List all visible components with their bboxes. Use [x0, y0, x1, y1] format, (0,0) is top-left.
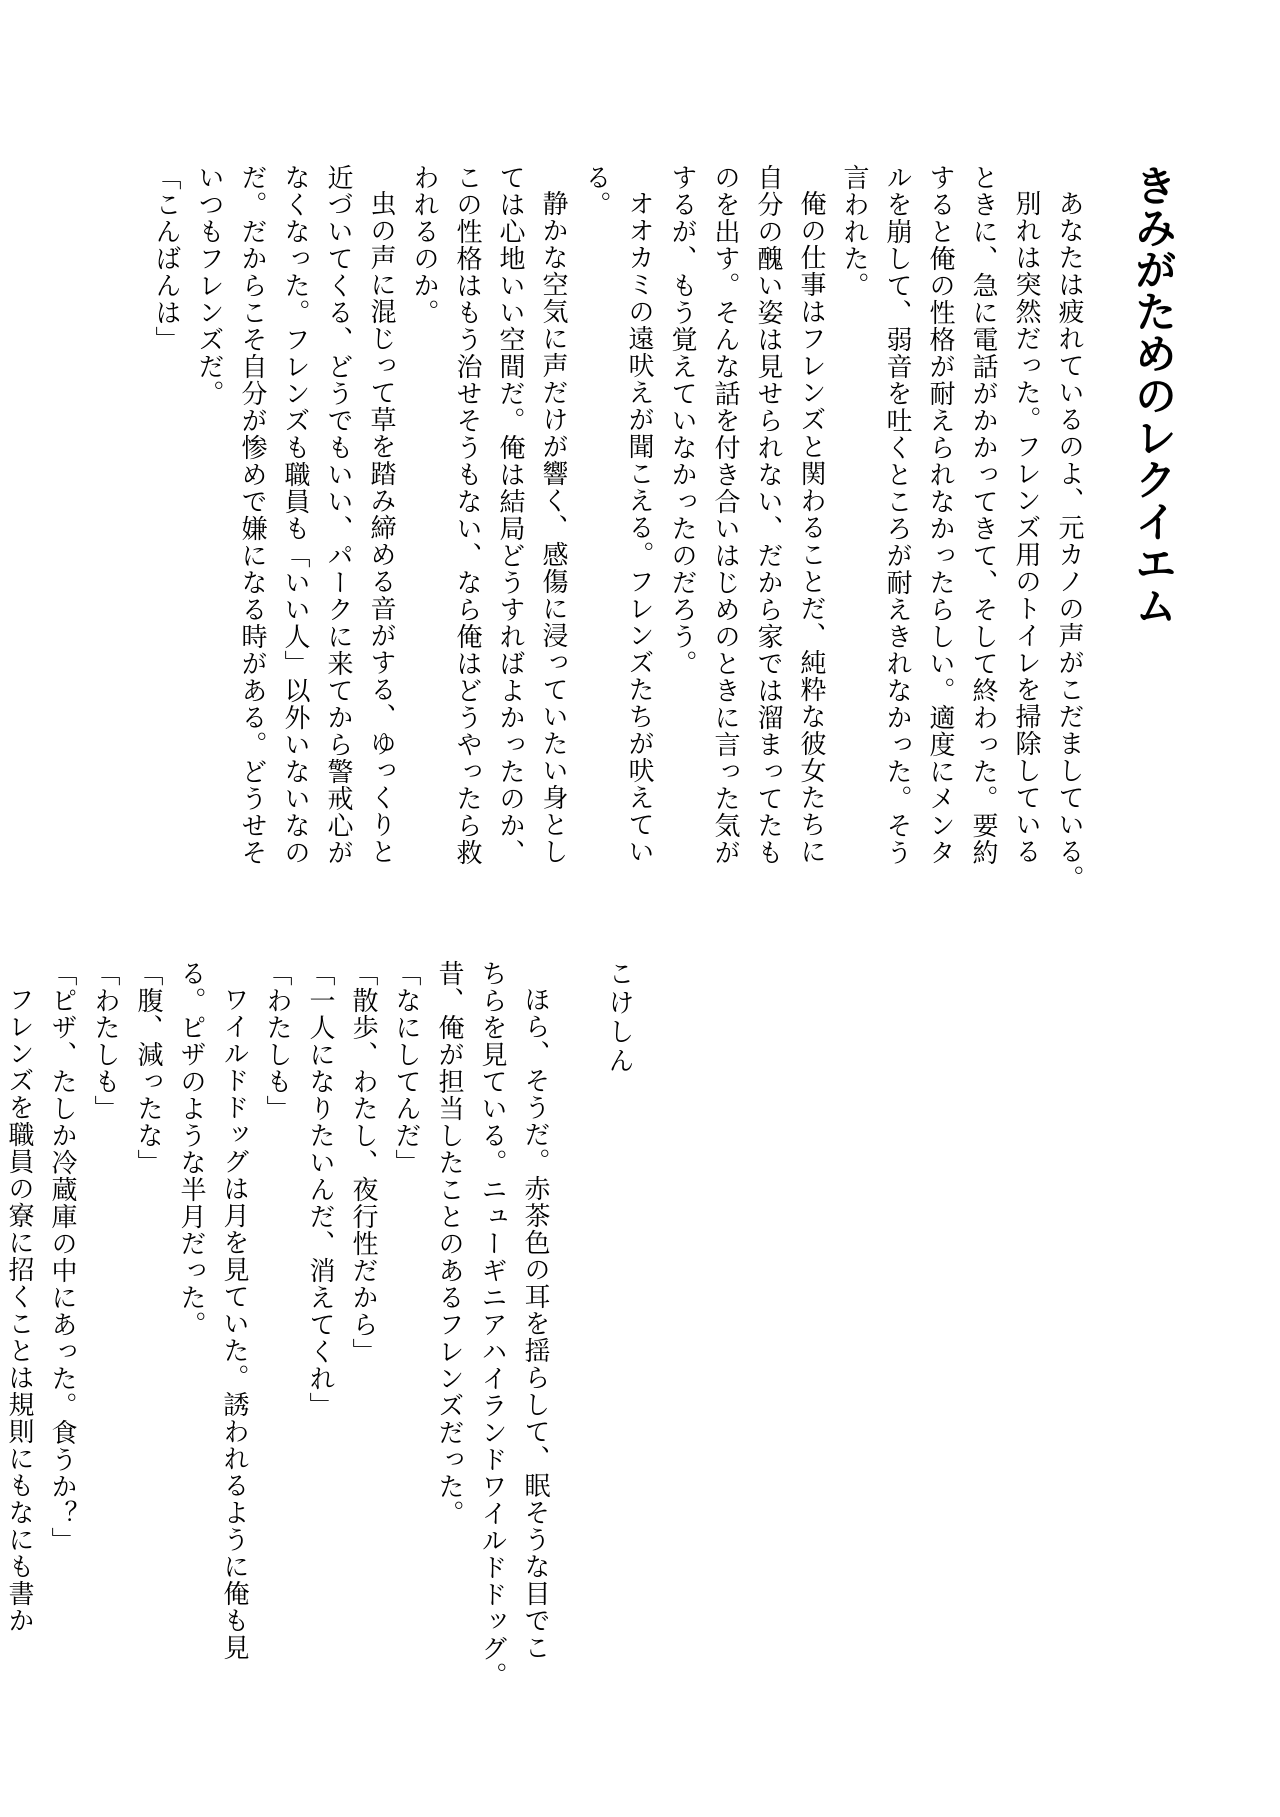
- text-column: だ。だからこそ自分が惨めで嫌になる時がある。どうせそ: [237, 164, 267, 866]
- text-column: ほら、そうだ。赤茶色の耳を揺らして、眠そうな目でこ: [520, 986, 550, 1661]
- lower-text-block: [0, 960, 1184, 1689]
- text-column: 「わたしも」: [90, 960, 120, 1122]
- text-column: なくなった。フレンズも職員も「いい人」以外いないなの: [280, 164, 310, 866]
- text-column: 別れは突然だった。フレンズ用のトイレを掃除している: [1011, 190, 1041, 865]
- text-column: 「一人になりたいんだ、消えてくれ」: [305, 960, 335, 1419]
- text-column: 「散歩、わたし、夜行性だから」: [348, 960, 378, 1365]
- text-column: る。: [581, 164, 611, 218]
- upper-text-block: [144, 164, 1184, 892]
- text-column: オオカミの遠吠えが聞こえる。フレンズたちが吠えてい: [624, 190, 654, 865]
- text-column: 俺の仕事はフレンズと関わることだ、純粋な彼女たちに: [796, 190, 826, 865]
- text-column: あなたは疲れているのよ、元カノの声がこだましている。: [1054, 190, 1084, 892]
- text-column: 昔、俺が担当したことのあるフレンズだった。: [434, 960, 464, 1527]
- text-column: ワイルドドッグは月を見ていた。誘われるように俺も見: [219, 986, 249, 1661]
- text-column: 「なにしてんだ」: [391, 960, 421, 1176]
- text-column: いつもフレンズだ。: [194, 164, 224, 407]
- text-column: のを出す。そんな話を付き合いはじめのときに言った気が: [710, 164, 740, 866]
- text-column: 「こんばんは」: [151, 164, 181, 353]
- text-column: 言われた。: [839, 164, 869, 299]
- text-column: 近づいてくる、どうでもいい、パークに来てから警戒心が: [323, 164, 353, 866]
- text-column: すると俺の性格が耐えられなかったらしい。適度にメンタ: [925, 164, 955, 866]
- upper-columns: [144, 164, 1090, 892]
- text-column: ときに、急に電話がかかってきて、そして終わった。要約: [968, 164, 998, 866]
- text-column: 「わたしも」: [262, 960, 292, 1122]
- text-column: 「ピザ、たしか冷蔵庫の中にあった。食うか？」: [47, 960, 77, 1554]
- text-column: 静かな空気に声だけが響く、感傷に浸っていたい身とし: [538, 190, 568, 865]
- author-name: こけしん: [604, 960, 634, 1076]
- text-column: この性格はもう治せそうもない、なら俺はどうやったら救: [452, 164, 482, 866]
- lower-columns: [0, 960, 556, 1689]
- text-column: ルを崩して、弱音を吐くところが耐えきれなかった。そう: [882, 164, 912, 866]
- text-column: ては心地いい空間だ。俺は結局どうすればよかったのか、: [495, 164, 525, 866]
- text-column: 虫の声に混じって草を踏み締める音がする、ゆっくりと: [366, 190, 396, 865]
- text-column: ちらを見ている。ニューギニアハイランドワイルドドッグ。: [477, 960, 507, 1689]
- text-column: するが、もう覚えていなかったのだろう。: [667, 164, 697, 677]
- text-column: フレンズを職員の寮に招くことは規則にもなにも書か: [4, 986, 34, 1634]
- text-column: 自分の醜い姿は見せられない、だから家では溜まってたも: [753, 164, 783, 866]
- page-title: きみがためのレクイエム: [1129, 164, 1178, 626]
- text-column: われるのか。: [409, 164, 439, 326]
- text-column: る。ピザのような半月だった。: [176, 960, 206, 1338]
- text-column: 「腹、減ったな」: [133, 960, 163, 1176]
